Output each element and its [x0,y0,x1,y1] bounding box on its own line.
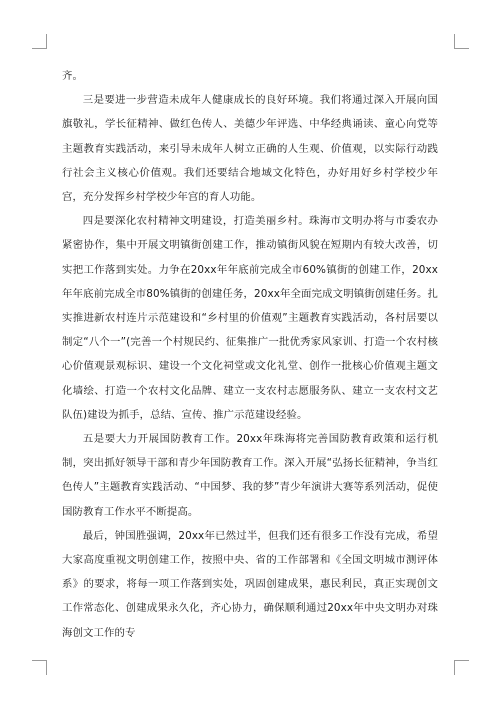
paragraph-environment: 三是要进一步营造未成年人健康成长的良好环境。我们将通过深入开展向国旗敬礼，学长征精神、做红色传人、美德少年评选、中华经典诵读、童心向党等主题教育实践活动，来引导未成年人树立正确的人生观、价值观，以实际行动践行社会主义核心价值观。我们还要结合地域文化特色，办好用好乡村学校少年宫，充分发挥乡村学校少年宫的育人功能。 [62,94,438,204]
crop-mark-top-left [32,34,47,49]
crop-mark-bottom-right [454,660,469,675]
document-body [62,64,438,645]
crop-mark-bottom-left [32,660,47,675]
paragraph-conclusion: 最后，钟国胜强调，20xx年已然过半，但我们还有很多工作没有完成，希望大家高度重视文明创建工作，按照中央、省的工作部署和《全国文明城市测评体系》的要求，将每一项工作落到实处，巩固创建成果，惠民利民，真正实现创文工作常态化、创建成果永久化，齐心协力，确保顺利通过20xx年中央文明办对珠海创文工作的专 [62,529,438,639]
paragraph-national-defense: 五是要大力开展国防教育工作。20xx年珠海将完善国防教育政策和运行机制，突出抓好领导干部和青少年国防教育工作。深入开展“弘扬长征精神，争当红色传人”主题教育实践活动、“中国梦、我的梦”青少年演讲大赛等系列活动，促使国防教育工作水平不断提高。 [62,433,438,518]
crop-mark-top-right [454,34,469,49]
paragraph-rural-civilization: 四是要深化农村精神文明建设，打造美丽乡村。珠海市文明办将与市委农办紧密协作，集中开展文明镇街创建工作，推动镇街风貌在短期内有较大改善，切实把工作落到实处。力争在20xx年年底前完成全市60%镇街的创建工作，20xx年年底前完成全市80%镇街的创建任务，20xx年全面完成文明镇街创建任务。扎实推进新农村连片示范建设和“乡村里的价值观”主题教育实践活动，各村居要以制定“八个一”(完善一个村规民约、征集推广一批优秀家风家训、打造一个农村核心价值观景观标识、建设一个文化祠堂或文化礼堂、创作一批核心价值观主题文化墙绘、打造一个农村文化品牌、建立一支农村志愿服务队、建立一支农村文艺队伍)建设为抓手，总结、宣传、推广示范建设经验。 [62,215,438,421]
paragraph-continuation: 齐。 [62,70,83,82]
